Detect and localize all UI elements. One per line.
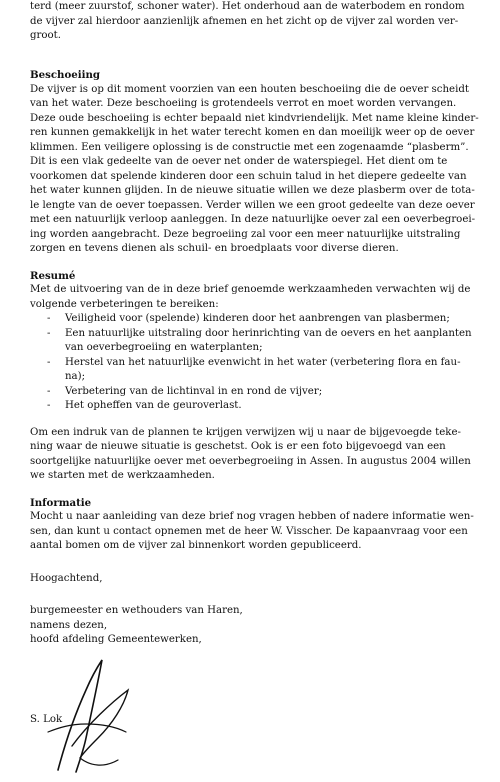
list-item <box>30 385 482 400</box>
text-line: groot. <box>30 30 61 41</box>
sender-line: burgemeester en wethouders van Haren, <box>30 605 243 616</box>
list-item <box>30 327 482 342</box>
section-resume <box>30 269 482 414</box>
list-item-text: Verbetering van de lichtinval in en rond de vijver; <box>65 385 323 397</box>
text-line: Om een indruk van de plannen te krijgen verwijzen wij u naar de bijgevoegde teke- <box>30 426 461 438</box>
text-line: sen, dan kunt u contact opnemen met de heer W. Visscher. De kapaanvraag voor een <box>30 525 468 537</box>
section-beschoeiing <box>30 68 482 257</box>
text-line: klimmen. Een veiligere oplossing is de constructie met een zogenaamde “plasberm”. <box>30 141 469 153</box>
text-line: ren kunnen gemakkelijk in het water terecht komen en dan moeilijk weer op de oever <box>30 127 475 138</box>
signature-name: S. Lok <box>30 714 63 725</box>
list-item <box>30 356 482 371</box>
text-line: ing worden aangebracht. Deze begroeiing zal voor een meer natuurlijke uitstraling <box>30 228 461 240</box>
text-line: met een natuurlijk verloop aanleggen. In deze natuurlijke oever zal een oeverbegroei- <box>30 214 476 225</box>
text-line: terd (meer zuurstof, schoner water). Het onderhoud aan de waterbodem en rondom <box>30 1 465 12</box>
bullet-dash: - <box>47 327 51 339</box>
text-line: het water kunnen glijden. In de nieuwe situatie willen we deze plasberm over de tota- <box>30 185 475 196</box>
text-line: zorgen en tevens dienen als schuil- en broedplaats voor diverse dieren. <box>30 243 399 254</box>
text-line: Deze oude beschoeiing is echter bepaald niet kindvriendelijk. Met name kleine kinder- <box>30 112 479 124</box>
text-line: we starten met de werkzaamheden. <box>30 470 215 481</box>
text-line: aantal bomen om de vijver zal binnenkort worden gepubliceerd. <box>30 540 362 551</box>
bullet-dash: - <box>47 400 51 411</box>
text-line: Dit is een vlak gedeelte van de oever net onder de waterspiegel. Het dient om te <box>30 156 448 167</box>
list-item-text: Een natuurlijke uitstraling door herinrichting van de oevers en het aanplanten <box>65 327 472 339</box>
text-line: de vijver zal hierdoor aanzienlijk afnemen en het zicht op de vijver zal worden ver- <box>30 15 459 27</box>
list-item-text: Herstel van het natuurlijke evenwicht in het water (verbetering flora en fau- <box>65 356 461 368</box>
letter-page <box>30 0 482 648</box>
bullet-dash: - <box>47 356 51 368</box>
section-heading: Resumé <box>30 269 76 282</box>
text-line: le lengte van de oever toepassen. Verder willen we een groot gedeelte van deze oever <box>30 199 475 211</box>
section-heading: Beschoeiing <box>30 69 100 81</box>
sender-line: namens dezen, <box>30 619 108 631</box>
text-line: voorkomen dat spelende kinderen door een schuin talud in het diepere gedeelte van <box>30 170 467 182</box>
intro-paragraph <box>30 0 482 44</box>
closing-block <box>30 572 482 648</box>
section-heading: Informatie <box>30 496 92 509</box>
text-line: Met de uitvoering van de in deze brief genoemde werkzaamheden verwachten wij de <box>30 284 471 295</box>
text-line: De vijver is op dit moment voorzien van een houten beschoeiing die de oever scheidt <box>30 83 469 95</box>
text-line: soortgelijke natuurlijke oever met oeverbegroeiing in Assen. In augustus 2004 willen <box>30 455 471 467</box>
list-item-text: Veiligheid voor (spelende) kinderen door het aanbrengen van plasbermen; <box>65 313 450 324</box>
greeting: Hoogachtend, <box>30 572 103 584</box>
section-plannen <box>30 426 482 484</box>
list-item <box>30 312 482 327</box>
text-line: volgende verbeteringen te bereiken: <box>30 298 219 310</box>
text-line: Mocht u naar aanleiding van deze brief nog vragen hebben of nadere informatie wen- <box>30 511 474 522</box>
text-line: van het water. Deze beschoeiing is grotendeels verrot en moet worden vervangen. <box>30 98 457 109</box>
sender-line: hoofd afdeling Gemeentewerken, <box>30 634 202 645</box>
list-item-text: Het opheffen van de geuroverlast. <box>65 400 242 411</box>
section-informatie <box>30 496 482 554</box>
list-item-continuation: van oeverbegroeiing en waterplanten; <box>65 342 263 353</box>
bullet-dash: - <box>47 313 51 324</box>
list-item <box>30 399 482 414</box>
text-line: ning waar de nieuwe situatie is geschetst. Ook is er een foto bijgevoegd van een <box>30 441 446 452</box>
bullet-dash: - <box>47 385 51 397</box>
list-item-continuation: na); <box>65 371 86 382</box>
